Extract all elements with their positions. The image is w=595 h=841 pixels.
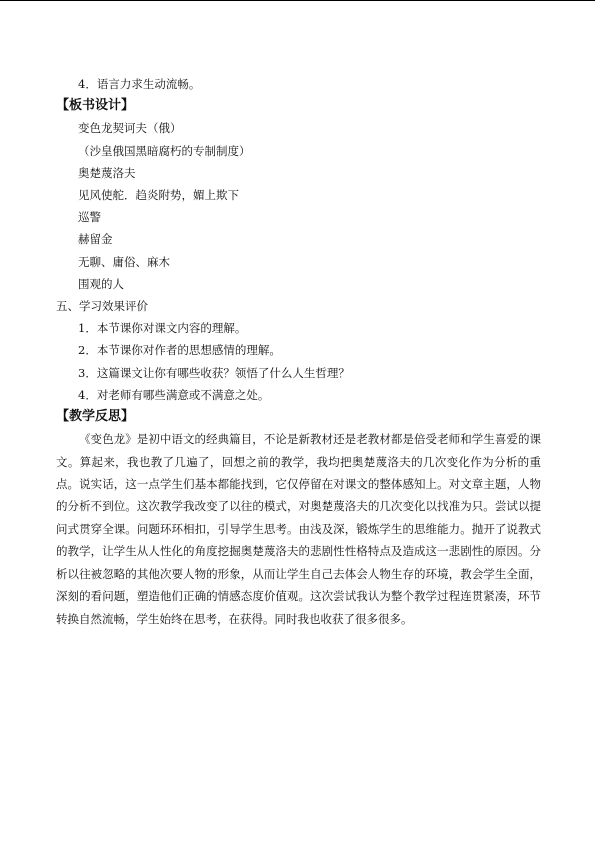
evaluation-item: 3．这篇课文让你有哪些收获？领悟了什么人生哲理？ xyxy=(78,365,350,380)
board-line: 巡警 xyxy=(78,210,101,225)
reflection-paragraph: 《变色龙》是初中语文的经典篇目，不论是新教材还是老教材都是倍受老师和学生喜爱的课文。算起来，我也教了几遍了，回想之前的教学，我均把奥楚蔑洛夫的几次变化作为分析的重点。说实话，这一点学生们基本都能找到，它仅停留在对课文的整体感知上。对文章主题，人物的分析不到位。这次教学我改变了以往的模式，对奥楚蔑洛夫的几次变化以找准为只。尝试以提问式贯穿全课。问题环环相扣，引导学生思考。由浅及深，锻炼学生的思维能力。抛开了说教式的教学，让学生从人性化的角度挖掘奥楚蔑洛夫的悲剧性性格特点及造成这一悲剧性的原因。分析以往被忽略的其他次要人物的形象，从而让学生自己去体会人物生存的环境，教会学生全面，深刻的看问题，塑造他们正确的情感态度价值观。这次尝试我认为整个教学过程连贯紧凑，环节转换自然流畅，学生始终在思考，在获得。同时我也收获了很多很多。 xyxy=(56,432,541,626)
evaluation-item: 1．本节课你对课文内容的理解。 xyxy=(78,321,247,336)
board-line: 变色龙契诃夫（俄） xyxy=(78,121,182,136)
document-body xyxy=(56,73,541,630)
evaluation-item: 4．对老师有哪些满意或不满意之处。 xyxy=(78,387,270,402)
board-line: 见风使舵．趋炎附势，媚上欺下 xyxy=(78,188,239,203)
top-border-line xyxy=(0,0,595,1)
evaluation-item: 2．本节课你对作者的思想感情的理解。 xyxy=(78,343,281,358)
board-line: 围观的人 xyxy=(78,276,124,291)
reflection-heading: 【教学反思】 xyxy=(56,409,135,425)
board-line: （沙皇俄国黑暗腐朽的专制制度） xyxy=(78,143,251,158)
board-line: 无聊、庸俗、麻木 xyxy=(78,254,170,269)
board-line: 赫留金 xyxy=(78,232,113,247)
evaluation-heading: 五、学习效果评价 xyxy=(56,299,148,314)
board-design-heading: 【板书设计】 xyxy=(56,98,135,114)
objective-item-4: 4．语言力求生动流畅。 xyxy=(78,77,201,91)
board-line: 奥楚蔑洛夫 xyxy=(78,165,136,180)
